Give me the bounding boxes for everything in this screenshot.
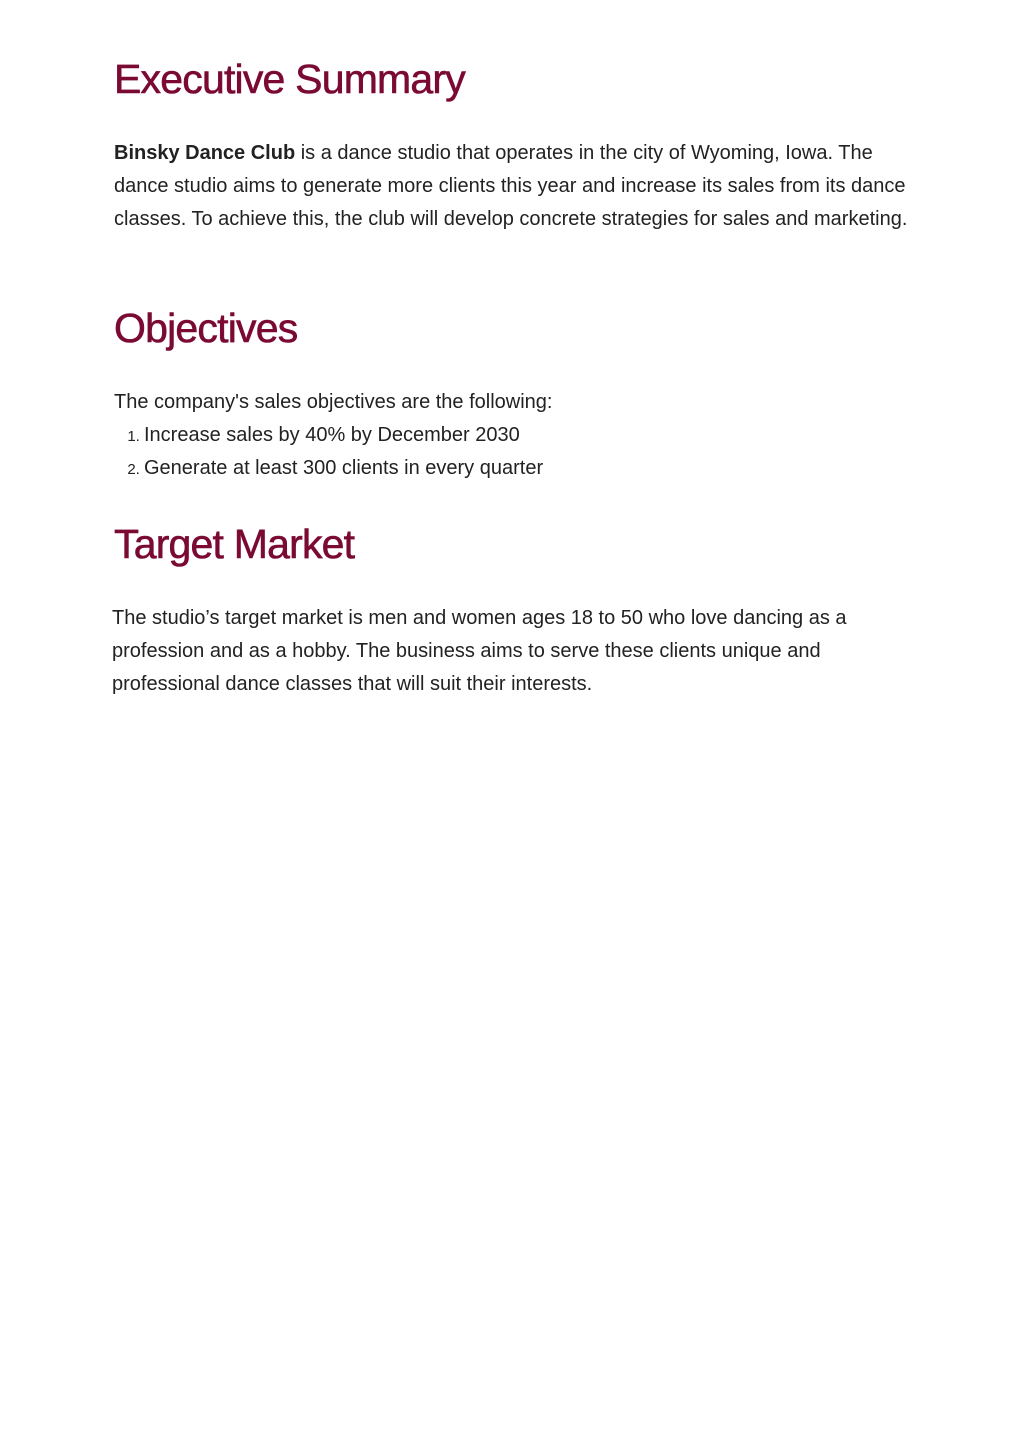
list-item: 1. Increase sales by 40% by December 2030 [144,419,543,452]
list-item: 2. Generate at least 300 clients in every quarter [144,452,543,485]
objectives-list [114,419,543,485]
executive-summary-heading: Executive Summary [114,56,465,102]
objectives-heading: Objectives [114,305,298,351]
objectives-intro: The company's sales objectives are the following: [114,391,553,413]
executive-summary-text: is a dance studio that operates in the city of Wyoming, Iowa. The dance studio aims to generate more clients this year and increase its sales from its dance classes. To achieve this, the club will develop concrete strategies for sales and marketing. [114,142,908,230]
target-market-heading: Target Market [114,521,355,567]
executive-summary-paragraph [114,137,914,236]
target-market-paragraph: The studio’s target market is men and women ages 18 to 50 who love dancing as a profession and as a hobby. The business aims to serve these clients unique and professional dance classes that will suit their interests. [112,607,847,695]
company-name: Binsky Dance Club [114,142,296,164]
